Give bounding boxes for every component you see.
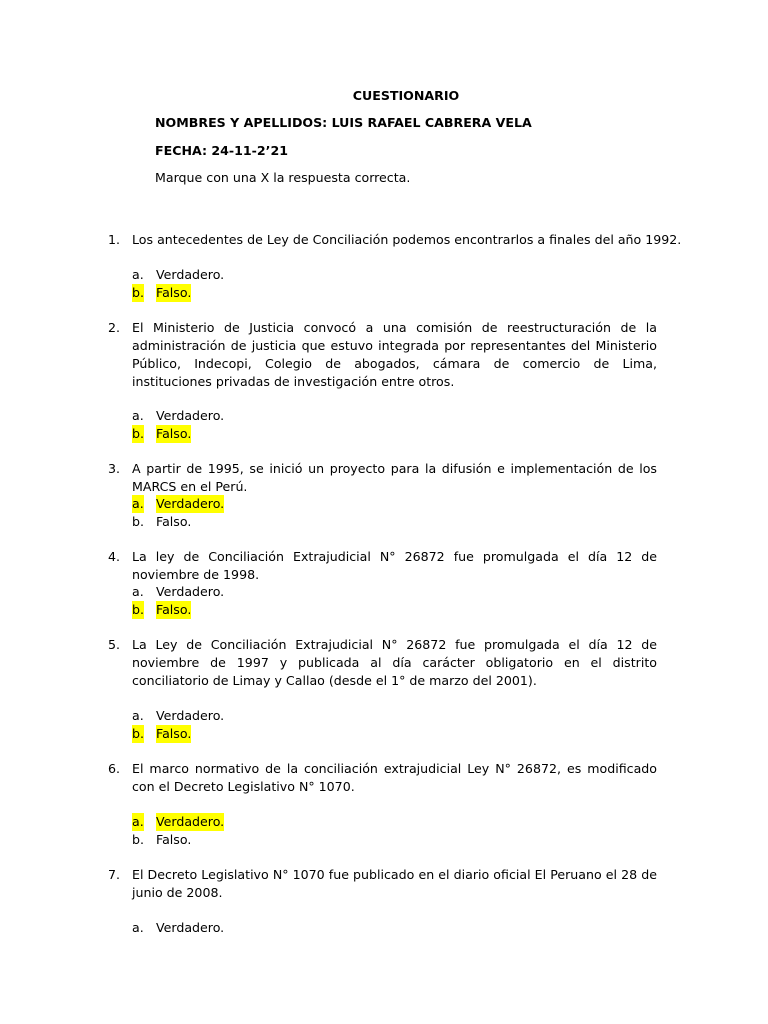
- option-letter: b.: [132, 602, 144, 617]
- option-text: Verdadero.: [156, 267, 225, 282]
- option-letter: a.: [132, 584, 144, 599]
- question-text: La Ley de Conciliación Extrajudicial N° 26872 fue promulgada el día 12 de noviembre de 1997 y publicada al día carácter obligatorio en el distrito conciliatorio de Limay y Callao (desde el 1° de marzo del 2001).: [132, 637, 657, 688]
- option-text: Verdadero.: [156, 408, 225, 423]
- option-text: Verdadero.: [156, 708, 225, 723]
- option-letter: a.: [132, 814, 144, 829]
- option-letter: b.: [132, 426, 144, 441]
- option-text: Falso.: [156, 602, 192, 617]
- option-letter: a.: [132, 408, 144, 423]
- option-letter: b.: [132, 285, 144, 300]
- question-number: 2.: [108, 320, 121, 335]
- option-text: Verdadero.: [156, 584, 225, 599]
- student-name: NOMBRES Y APELLIDOS: LUIS RAFAEL CABRERA VELA: [155, 115, 532, 130]
- question-text: El Ministerio de Justicia convocó a una comisión de reestructuración de la administración de justicia que estuvo integrada por representantes del Ministerio Público, Indecopi, Colegio de abogados, cámara de comercio de Lima, instituciones privadas de investigación entre otros.: [132, 320, 657, 389]
- option-text: Falso.: [156, 726, 192, 741]
- option-text: Falso.: [156, 832, 192, 847]
- question-text: A partir de 1995, se inició un proyecto para la difusión e implementación de los MARCS en el Perú.: [132, 461, 657, 494]
- question-number: 7.: [108, 867, 121, 882]
- option-letter: a.: [132, 267, 144, 282]
- option-letter: b.: [132, 514, 144, 529]
- option-letter: b.: [132, 726, 144, 741]
- document-date: FECHA: 24-11-2’21: [155, 143, 288, 158]
- question-text: El marco normativo de la conciliación extrajudicial Ley N° 26872, es modificado con el Decreto Legislativo N° 1070.: [132, 761, 657, 794]
- option-letter: a.: [132, 496, 144, 511]
- document-title: CUESTIONARIO: [352, 88, 460, 103]
- question-number: 3.: [108, 461, 121, 476]
- option-text: Falso.: [156, 426, 192, 441]
- option-letter: a.: [132, 708, 144, 723]
- option-text: Verdadero.: [156, 814, 225, 829]
- question-number: 1.: [108, 232, 121, 247]
- option-text: Verdadero.: [156, 920, 225, 935]
- question-number: 4.: [108, 549, 121, 564]
- question-number: 5.: [108, 637, 121, 652]
- option-text: Falso.: [156, 285, 192, 300]
- option-letter: a.: [132, 920, 144, 935]
- question-text: La ley de Conciliación Extrajudicial N° 26872 fue promulgada el día 12 de noviembre de 1998.: [132, 549, 657, 582]
- question-text: El Decreto Legislativo N° 1070 fue publicado en el diario oficial El Peruano el 28 de junio de 2008.: [132, 867, 657, 900]
- option-text: Falso.: [156, 514, 192, 529]
- question-number: 6.: [108, 761, 121, 776]
- option-text: Verdadero.: [156, 496, 225, 511]
- instructions: Marque con una X la respuesta correcta.: [155, 170, 411, 185]
- option-letter: b.: [132, 832, 144, 847]
- question-text: Los antecedentes de Ley de Conciliación podemos encontrarlos a finales del año 1992.: [132, 232, 682, 247]
